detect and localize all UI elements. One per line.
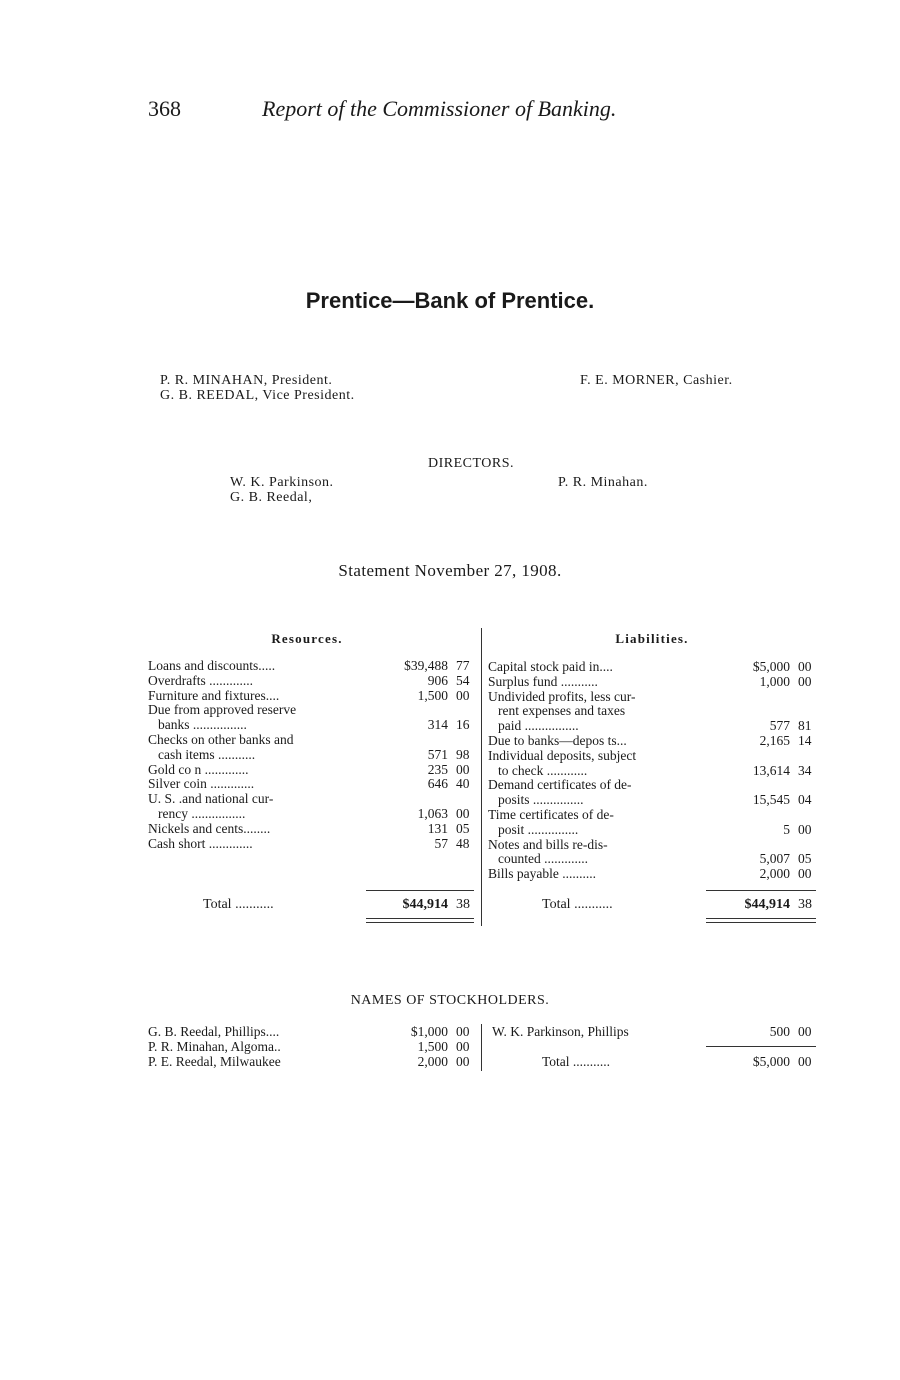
- stockholder-cents: 00: [456, 1038, 470, 1054]
- row-dollars: 13,614: [752, 762, 790, 778]
- row-label: rent expenses and taxes: [498, 703, 626, 719]
- row-cents: 00: [798, 673, 812, 689]
- stockholders-heading: NAMES OF STOCKHOLDERS.: [350, 993, 550, 1008]
- resources-total-dollars: $44,914: [402, 897, 448, 912]
- table-row: [148, 748, 478, 763]
- director-2: G. B. Reedal,: [230, 490, 313, 505]
- stockholder-cents: 00: [456, 1053, 470, 1069]
- stockholder-name: G. B. Reedal, Phillips....: [148, 1024, 280, 1039]
- table-row: [148, 763, 478, 778]
- liabilities-total-label: Total ...........: [542, 897, 613, 912]
- row-dollars: 2,000: [759, 866, 790, 882]
- resources-total-cents: 38: [456, 897, 470, 912]
- row-cents: 00: [798, 821, 812, 837]
- row-dollars: 906: [427, 672, 448, 688]
- table-row: [488, 778, 818, 793]
- table-row: [148, 733, 478, 748]
- row-cents: 16: [456, 717, 470, 733]
- row-label: Notes and bills re-dis-: [488, 836, 608, 852]
- row-dollars: 57: [434, 835, 448, 851]
- liabilities-total-rule-bottom-2: [706, 922, 816, 923]
- row-cents: 00: [456, 687, 470, 703]
- stockholders-right: [492, 1025, 818, 1040]
- stockholders-total-dollars: $5,000: [752, 1054, 790, 1069]
- row-dollars: 646: [427, 776, 448, 792]
- row-cents: 77: [456, 658, 470, 673]
- table-row: [148, 718, 478, 733]
- row-label: Gold co n .............: [148, 761, 249, 777]
- row-cents: 00: [456, 805, 470, 821]
- table-row: [148, 792, 478, 807]
- table-row: [488, 852, 818, 867]
- table-row: [488, 838, 818, 853]
- stockholder-dollars: 1,500: [417, 1038, 448, 1054]
- list-item: [492, 1025, 818, 1040]
- statement-date: Statement November 27, 1908.: [338, 561, 562, 580]
- row-cents: 98: [456, 746, 470, 762]
- stockholder-name: W. K. Parkinson, Phillips: [492, 1024, 629, 1039]
- table-row: [148, 807, 478, 822]
- table-row: [148, 689, 478, 704]
- director-3: P. R. Minahan.: [558, 475, 648, 490]
- row-cents: 54: [456, 672, 470, 688]
- liabilities-total-cents: 38: [798, 897, 812, 912]
- cashier: F. E. MORNER, Cashier.: [580, 373, 733, 388]
- row-cents: 81: [798, 718, 812, 734]
- resources-heading: Resources.: [271, 631, 343, 646]
- table-row: [488, 719, 818, 734]
- row-label: paid ................: [498, 718, 579, 734]
- table-row: [488, 690, 818, 705]
- column-divider: [481, 628, 482, 926]
- row-dollars: $39,488: [404, 658, 448, 673]
- list-item: [148, 1055, 478, 1070]
- liabilities-ledger: [488, 660, 818, 882]
- list-item: [148, 1040, 478, 1055]
- president: P. R. MINAHAN, President.: [160, 373, 333, 388]
- stockholders-divider: [481, 1024, 482, 1071]
- stockholders-total-rule: [706, 1046, 816, 1047]
- table-row: [488, 749, 818, 764]
- bank-title: Prentice—Bank of Prentice.: [305, 288, 595, 313]
- table-row: [488, 867, 818, 882]
- row-label: Loans and discounts.....: [148, 658, 276, 673]
- row-label: Nickels and cents........: [148, 820, 271, 836]
- row-label: Checks on other banks and: [148, 731, 294, 747]
- vice-president: G. B. REEDAL, Vice President.: [160, 388, 355, 403]
- directors-heading: DIRECTORS.: [428, 456, 515, 471]
- director-1: W. K. Parkinson.: [230, 475, 334, 490]
- resources-total-label: Total ...........: [203, 897, 274, 912]
- resources-total-rule-bottom-1: [366, 918, 474, 919]
- stockholders-total-label: Total ...........: [542, 1054, 611, 1069]
- resources-total-rule-top: [366, 890, 474, 891]
- running-title: Report of the Commissioner of Banking.: [262, 96, 617, 121]
- row-dollars: 131: [427, 820, 448, 836]
- row-dollars: 1,500: [417, 687, 448, 703]
- table-row: [488, 675, 818, 690]
- table-row: [148, 703, 478, 718]
- row-label: Surplus fund ...........: [488, 673, 598, 689]
- table-row: [488, 734, 818, 749]
- row-label: Due from approved reserve: [148, 702, 297, 718]
- row-cents: 05: [798, 851, 812, 867]
- row-label: Due to banks—depos ts...: [488, 732, 627, 748]
- resources-ledger: [148, 659, 478, 851]
- row-label: Furniture and fixtures....: [148, 687, 280, 703]
- liabilities-total-dollars: $44,914: [744, 897, 790, 912]
- row-dollars: 314: [427, 717, 448, 733]
- row-label: Individual deposits, subject: [488, 747, 637, 763]
- row-label: banks ................: [158, 717, 247, 733]
- row-label: Demand certificates of de-: [488, 777, 632, 793]
- row-dollars: 5,007: [759, 851, 790, 867]
- row-label: cash items ...........: [158, 746, 256, 762]
- list-item: [148, 1025, 478, 1040]
- row-label: Cash short .............: [148, 835, 253, 851]
- stockholders-left: [148, 1025, 478, 1069]
- row-label: Bills payable ..........: [488, 866, 596, 882]
- row-label: to check ............: [498, 762, 588, 778]
- table-row: [148, 659, 478, 674]
- table-row: [488, 660, 818, 675]
- table-row: [148, 674, 478, 689]
- row-label: U. S. .and national cur-: [148, 791, 274, 807]
- row-dollars: 2,165: [759, 732, 790, 748]
- row-label: Capital stock paid in....: [488, 659, 613, 674]
- row-dollars: $5,000: [752, 659, 790, 674]
- row-label: Silver coin .............: [148, 776, 255, 792]
- row-cents: 04: [798, 792, 812, 808]
- table-row: [488, 823, 818, 838]
- row-dollars: 15,545: [752, 792, 790, 808]
- row-cents: 00: [798, 866, 812, 882]
- row-dollars: 235: [427, 761, 448, 777]
- row-dollars: 571: [427, 746, 448, 762]
- stockholder-cents: 00: [456, 1024, 470, 1039]
- row-cents: 00: [456, 761, 470, 777]
- row-cents: 34: [798, 762, 812, 778]
- row-label: counted .............: [498, 851, 588, 867]
- page-number: 368: [148, 96, 181, 121]
- row-cents: 48: [456, 835, 470, 851]
- liabilities-total-rule-bottom-1: [706, 918, 816, 919]
- stockholder-dollars: 2,000: [417, 1053, 448, 1069]
- stockholder-cents: 00: [798, 1024, 812, 1039]
- row-dollars: 577: [769, 718, 790, 734]
- row-dollars: 1,000: [759, 673, 790, 689]
- row-dollars: 1,063: [417, 805, 448, 821]
- table-row: [148, 822, 478, 837]
- resources-total-rule-bottom-2: [366, 922, 474, 923]
- row-label: Overdrafts .............: [148, 672, 253, 688]
- row-cents: 14: [798, 732, 812, 748]
- row-cents: 00: [798, 659, 812, 674]
- table-row: [148, 777, 478, 792]
- stockholder-dollars: 500: [769, 1024, 790, 1039]
- row-cents: 40: [456, 776, 470, 792]
- row-label: posits ...............: [498, 792, 584, 808]
- liabilities-total-rule-top: [706, 890, 816, 891]
- row-cents: 05: [456, 820, 470, 836]
- stockholder-name: P. E. Reedal, Milwaukee: [148, 1053, 281, 1069]
- row-dollars: 5: [783, 821, 790, 837]
- stockholders-total-cents: 00: [798, 1054, 812, 1069]
- liabilities-heading: Liabilities.: [615, 631, 689, 646]
- table-row: [488, 704, 818, 719]
- row-label: Time certificates of de-: [488, 806, 614, 822]
- row-label: Undivided profits, less cur-: [488, 688, 636, 704]
- table-row: [148, 837, 478, 852]
- stockholder-dollars: $1,000: [410, 1024, 448, 1039]
- table-row: [488, 793, 818, 808]
- table-row: [488, 764, 818, 779]
- table-row: [488, 808, 818, 823]
- row-label: rency ................: [158, 805, 246, 821]
- stockholder-name: P. R. Minahan, Algoma..: [148, 1038, 281, 1054]
- row-label: posit ...............: [498, 821, 579, 837]
